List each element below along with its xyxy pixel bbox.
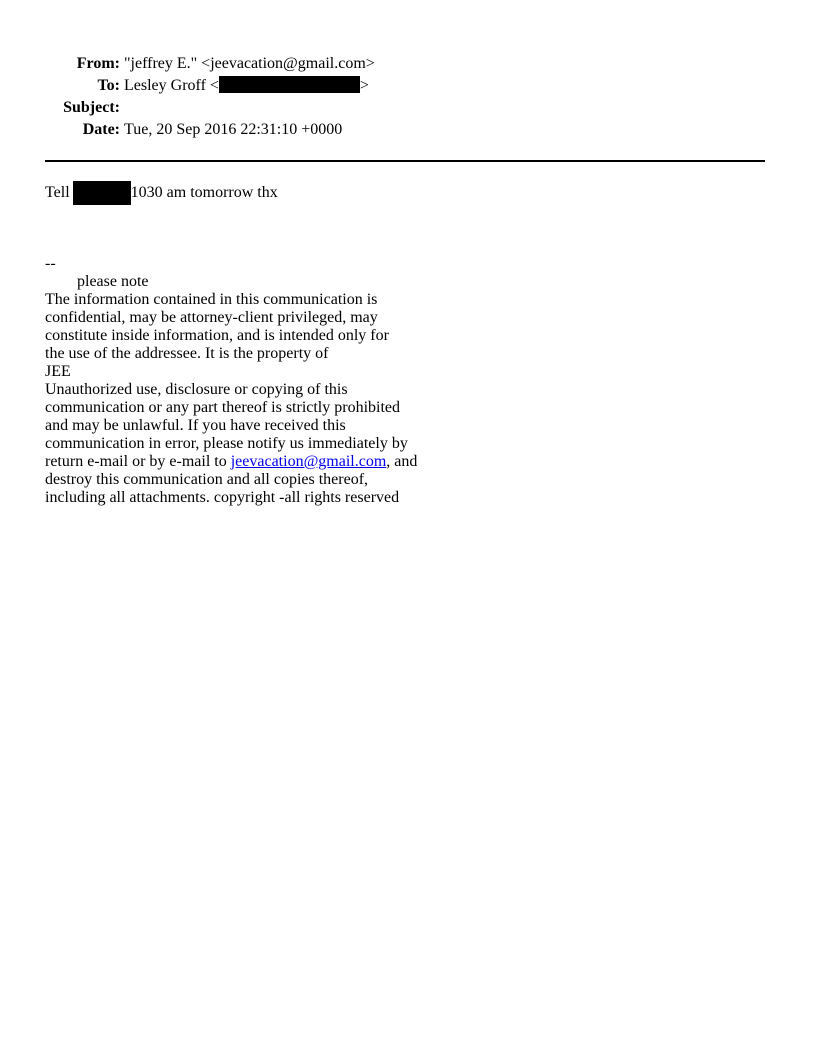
signature-line: JEE <box>45 363 71 380</box>
signature-dashes: -- <box>45 255 56 272</box>
redacted-name <box>73 181 131 205</box>
signature-line: constitute inside information, and is intended only for <box>45 327 389 344</box>
signature-return-line <box>45 453 425 471</box>
signature-block <box>45 255 425 507</box>
header-divider <box>45 160 765 162</box>
signature-line: including all attachments. copyright -all rights reserved <box>45 489 400 506</box>
date-label: Date: <box>82 121 120 138</box>
from-row <box>45 53 765 75</box>
from-value: "jeffrey E." <jeevacation@gmail.com> <box>124 55 375 72</box>
signature-note: please note <box>77 273 149 290</box>
to-label: To: <box>97 77 120 94</box>
signature-line: destroy this communication and all copies thereof, <box>45 471 369 488</box>
signature-line: confidential, may be attorney-client privileged, may <box>45 309 378 326</box>
signature-line: The information contained in this communication is <box>45 291 378 308</box>
signature-line: Unauthorized use, disclosure or copying of this <box>45 381 348 398</box>
subject-row <box>45 97 765 119</box>
signature-line: and may be unlawful. If you have received this <box>45 417 346 434</box>
email-header <box>45 53 765 141</box>
date-value: Tue, 20 Sep 2016 22:31:10 +0000 <box>124 121 343 138</box>
email-link[interactable]: jeevacation@gmail.com <box>230 453 387 470</box>
message-suffix: 1030 am tomorrow thx <box>130 184 278 201</box>
to-name: Lesley Groff < <box>124 77 219 94</box>
signature-line: communication in error, please notify us immediately by <box>45 435 408 452</box>
return-suffix: , and <box>386 453 418 470</box>
from-label: From: <box>76 55 120 72</box>
to-row <box>45 75 765 97</box>
signature-line: communication or any part thereof is strictly prohibited <box>45 399 401 416</box>
to-value <box>124 75 369 97</box>
message-body <box>45 181 278 205</box>
return-prefix: return e-mail or by e-mail to <box>45 453 231 470</box>
to-close: > <box>359 77 369 94</box>
date-row <box>45 119 765 141</box>
redacted-email <box>219 76 360 93</box>
message-prefix: Tell <box>45 184 70 201</box>
signature-line: the use of the addressee. It is the property of <box>45 345 329 362</box>
subject-label: Subject: <box>63 99 120 116</box>
